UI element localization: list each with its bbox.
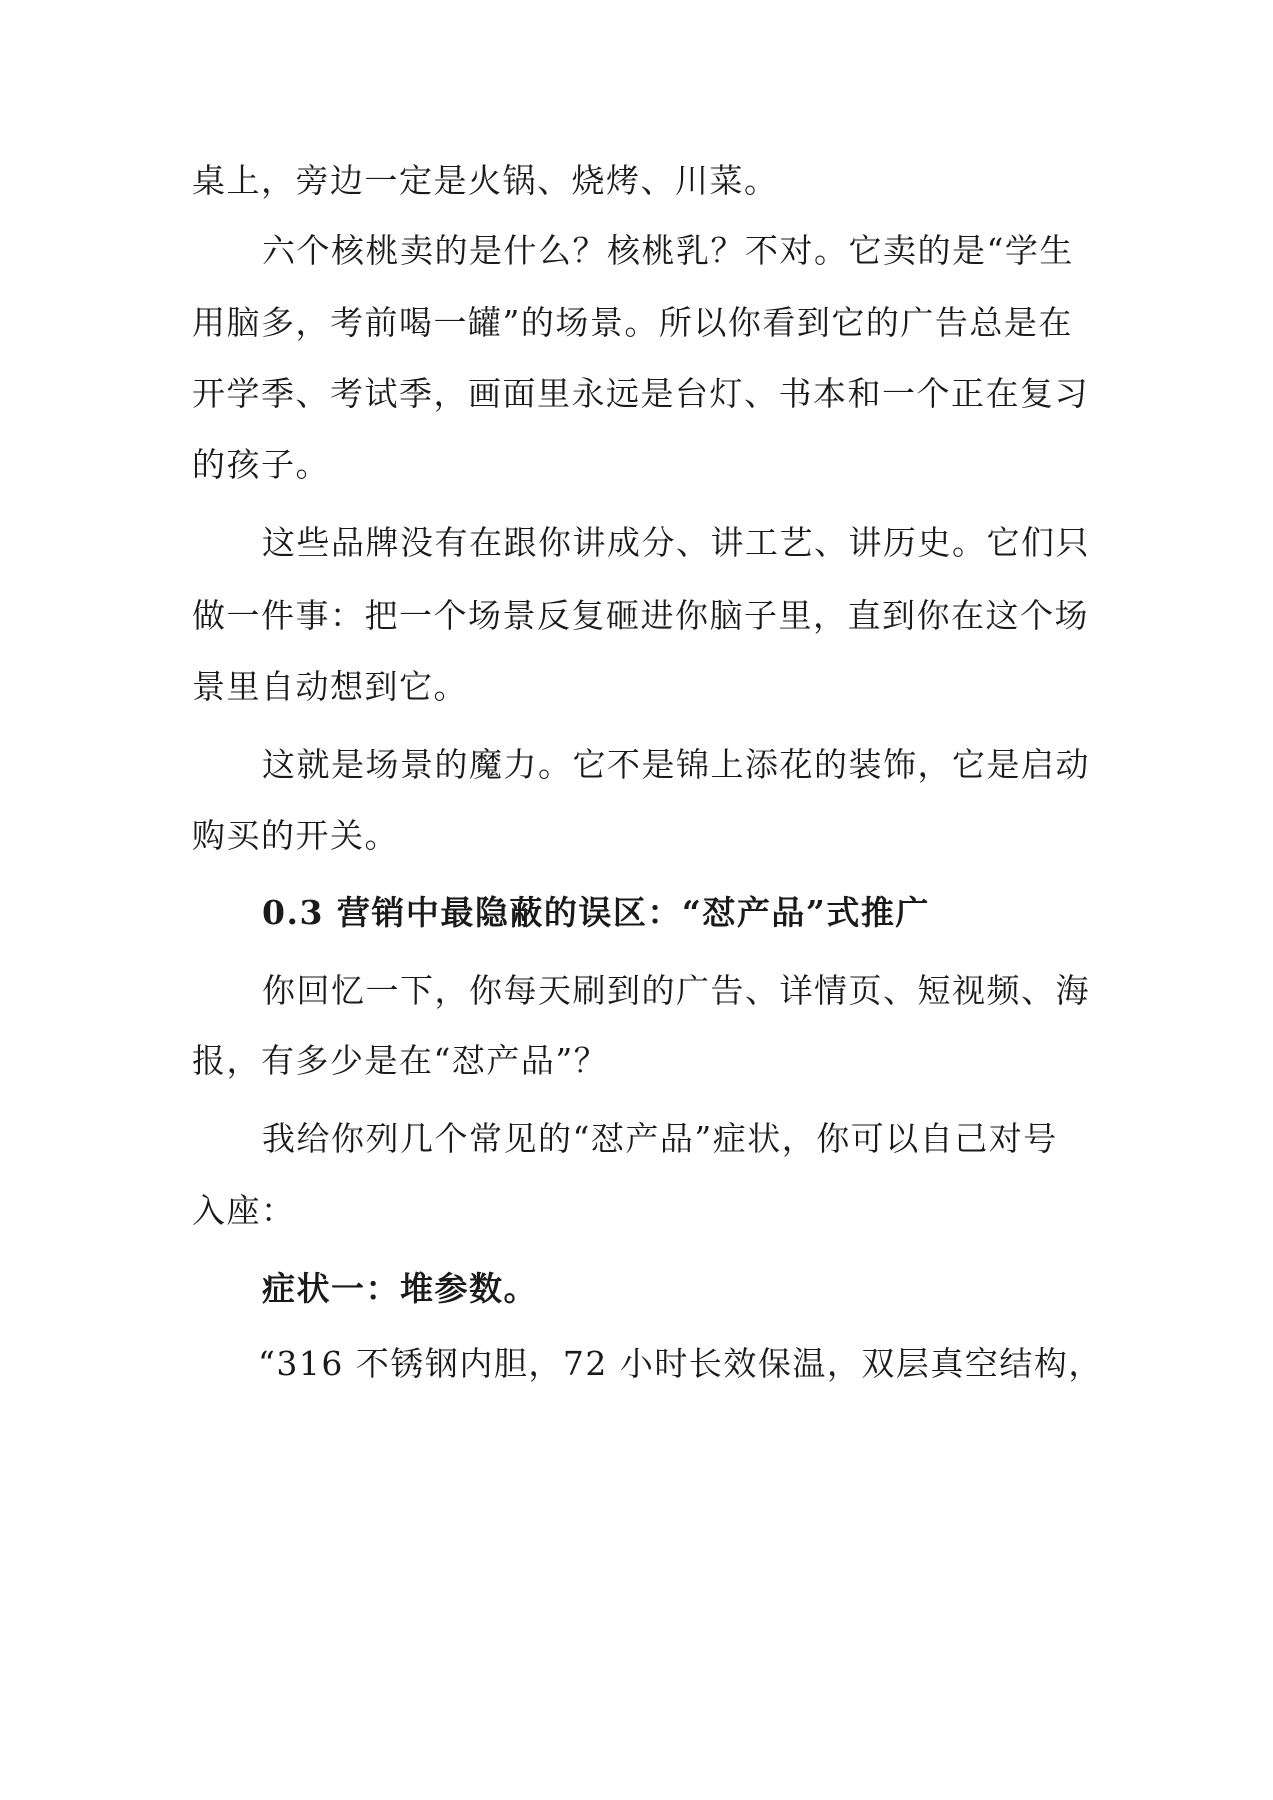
paragraph-line: 的孩子。 (192, 445, 330, 484)
quote-line: “316 不锈钢内胆，72 小时长效保温，双层真空结构， (258, 1344, 1103, 1383)
paragraph-line: 报，有多少是在“怼产品”？ (192, 1041, 609, 1080)
paragraph-line: 入座： (192, 1191, 296, 1230)
paragraph-line: 开学季、考试季，画面里永远是台灯、书本和一个正在复习 (192, 374, 1089, 413)
paragraph-line: 用脑多，考前喝一罐”的场景。所以你看到它的广告总是在 (192, 303, 1073, 342)
paragraph-line: 做一件事：把一个场景反复砸进你脑子里，直到你在这个场 (192, 596, 1089, 635)
section-heading: 0.3 营销中最隐蔽的误区：“怼产品”式推广 (262, 893, 930, 932)
paragraph-line: 景里自动想到它。 (192, 667, 468, 706)
paragraph-line: 你回忆一下，你每天刷到的广告、详情页、短视频、海 (262, 971, 1090, 1010)
paragraph-line: 我给你列几个常见的“怼产品”症状，你可以自己对号 (262, 1119, 1058, 1158)
symptom-heading: 症状一：堆参数。 (262, 1269, 538, 1308)
paragraph-line: 这些品牌没有在跟你讲成分、讲工艺、讲历史。它们只 (262, 523, 1090, 562)
paragraph-line: 购买的开关。 (192, 816, 399, 855)
paragraph-line: 桌上，旁边一定是火锅、烧烤、川菜。 (192, 161, 779, 200)
paragraph-line: 这就是场景的魔力。它不是锦上添花的装饰，它是启动 (262, 745, 1090, 784)
paragraph-line: 六个核桃卖的是什么？核桃乳？不对。它卖的是“学生 (262, 231, 1074, 270)
